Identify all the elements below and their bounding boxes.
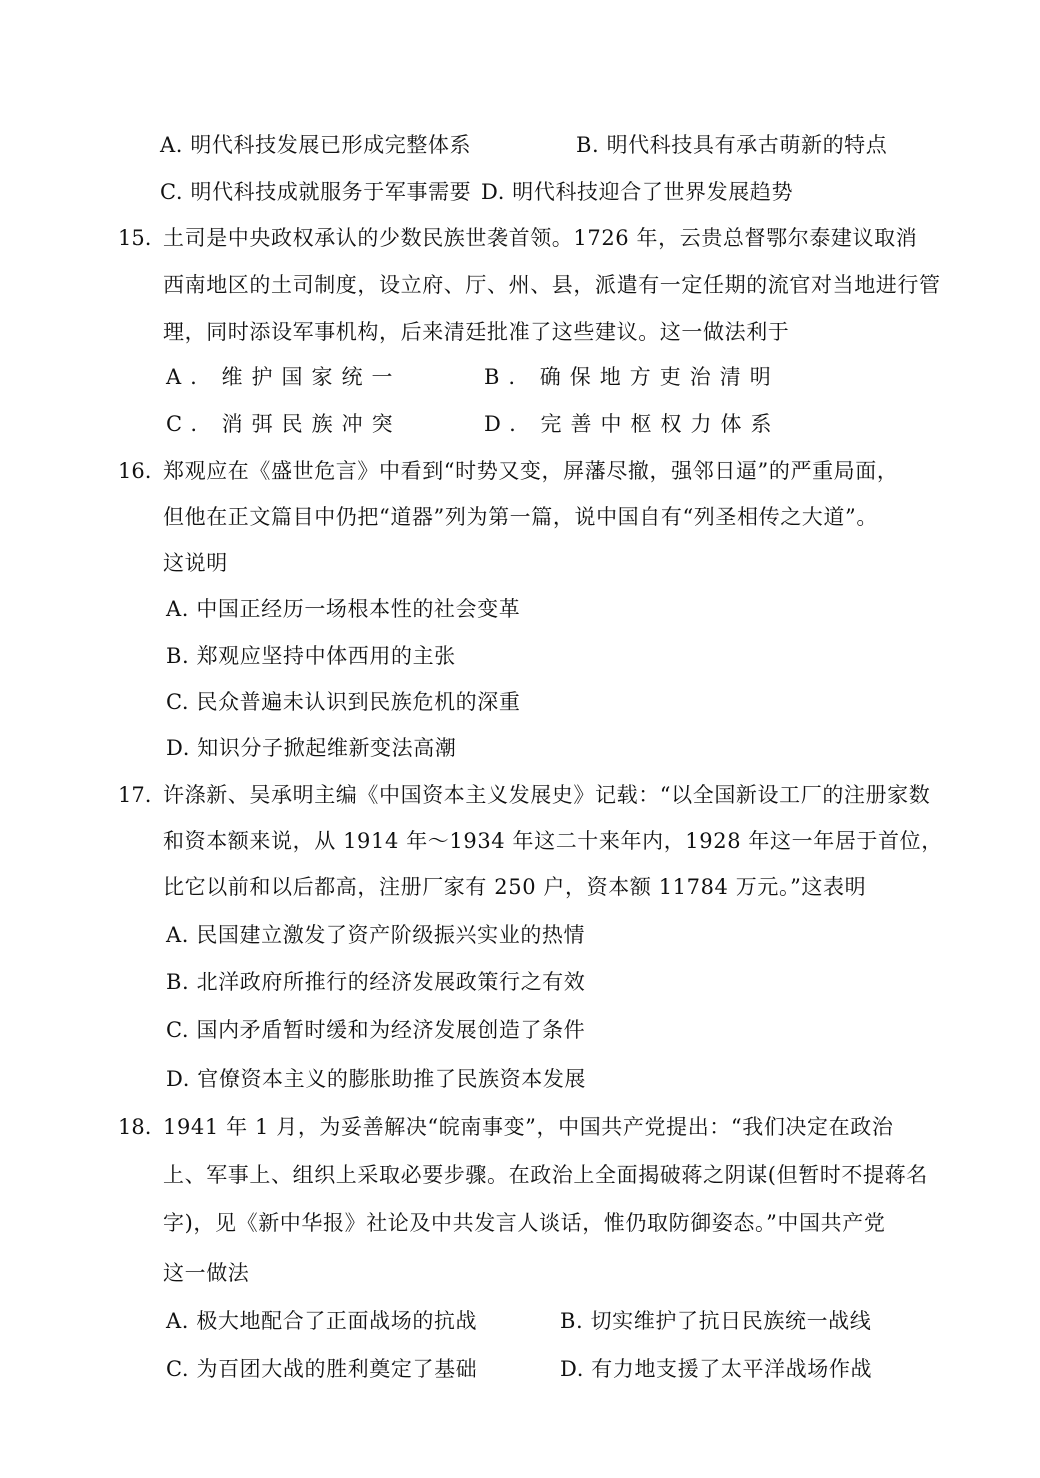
q16-stem-line: 但他在正文篇目中仍把“道器”列为第一篇，说中国自有“列圣相传之大道”。 <box>163 505 878 529</box>
q18-option-b: B. 切实维护了抗日民族统一战线 <box>560 1309 872 1333</box>
q15-stem-line: 土司是中央政权承认的少数民族世袭首领。1726 年，云贵总督鄂尔泰建议取消 <box>163 226 918 250</box>
q15-option-d: D. 完善中枢权力体系 <box>484 412 781 436</box>
q17-option-c: C. 国内矛盾暂时缓和为经济发展创造了条件 <box>166 1018 586 1042</box>
q17-option-b: B. 北洋政府所推行的经济发展政策行之有效 <box>166 970 586 994</box>
q16-number: 16. <box>118 459 152 483</box>
q16-stem-line: 郑观应在《盛世危言》中看到“时势又变，屏藩尽撤，强邻日逼”的严重局面， <box>163 459 899 483</box>
q18-number: 18. <box>118 1115 152 1139</box>
q16-option-d: D. 知识分子掀起维新变法高潮 <box>166 736 457 760</box>
q17-stem-line: 和资本额来说，从 1914 年～1934 年这二十来年内，1928 年这一年居于首位， <box>163 829 943 853</box>
q17-option-d: D. 官僚资本主义的膨胀助推了民族资本发展 <box>166 1067 587 1091</box>
q15-stem-line: 西南地区的土司制度，设立府、厅、州、县，派遣有一定任期的流官对当地进行管 <box>163 273 941 297</box>
q17-number: 17. <box>118 783 152 807</box>
q15-option-b: B. 确保地方吏治清明 <box>484 365 780 389</box>
q18-option-c: C. 为百团大战的胜利奠定了基础 <box>166 1357 478 1381</box>
q17-option-a: A. 民国建立激发了资产阶级振兴实业的热情 <box>166 923 586 947</box>
q17-stem-line: 比它以前和以后都高，注册厂家有 250 户，资本额 11784 万元。”这表明 <box>163 875 867 899</box>
q15-option-a: A. 维护国家统一 <box>166 365 402 389</box>
q16-option-b: B. 郑观应坚持中体西用的主张 <box>166 644 456 668</box>
q16-option-c: C. 民众普遍未认识到民族危机的深重 <box>166 690 521 714</box>
q14-option-d: D. 明代科技迎合了世界发展趋势 <box>481 180 794 204</box>
q16-stem-line: 这说明 <box>163 551 228 575</box>
q18-stem-line: 1941 年 1 月，为妥善解决“皖南事变”，中国共产党提出：“我们决定在政治 <box>163 1115 894 1139</box>
q18-stem-line: 这一做法 <box>163 1261 250 1285</box>
q15-option-c: C. 消弭民族冲突 <box>166 412 402 436</box>
q15-number: 15. <box>118 226 152 250</box>
q15-stem-line: 理，同时添设军事机构，后来清廷批准了这些建议。这一做法利于 <box>163 320 790 344</box>
q14-option-c: C. 明代科技成就服务于军事需要 <box>160 180 472 204</box>
q18-option-d: D. 有力地支援了太平洋战场作战 <box>560 1357 873 1381</box>
q18-stem-line: 上、军事上、组织上采取必要步骤。在政治上全面揭破蒋之阴谋(但暂时不提蒋名 <box>163 1163 928 1187</box>
q17-stem-line: 许涤新、吴承明主编《中国资本主义发展史》记载：“以全国新设工厂的注册家数 <box>163 783 931 807</box>
q14-option-b: B. 明代科技具有承古萌新的特点 <box>576 133 888 157</box>
q16-option-a: A. 中国正经历一场根本性的社会变革 <box>166 597 521 621</box>
q14-option-a: A. 明代科技发展已形成完整体系 <box>160 133 472 157</box>
q18-option-a: A. 极大地配合了正面战场的抗战 <box>166 1309 478 1333</box>
q18-stem-line: 字)，见《新中华报》社论及中共发言人谈话，惟仍取防御姿态。”中国共产党 <box>163 1211 886 1235</box>
